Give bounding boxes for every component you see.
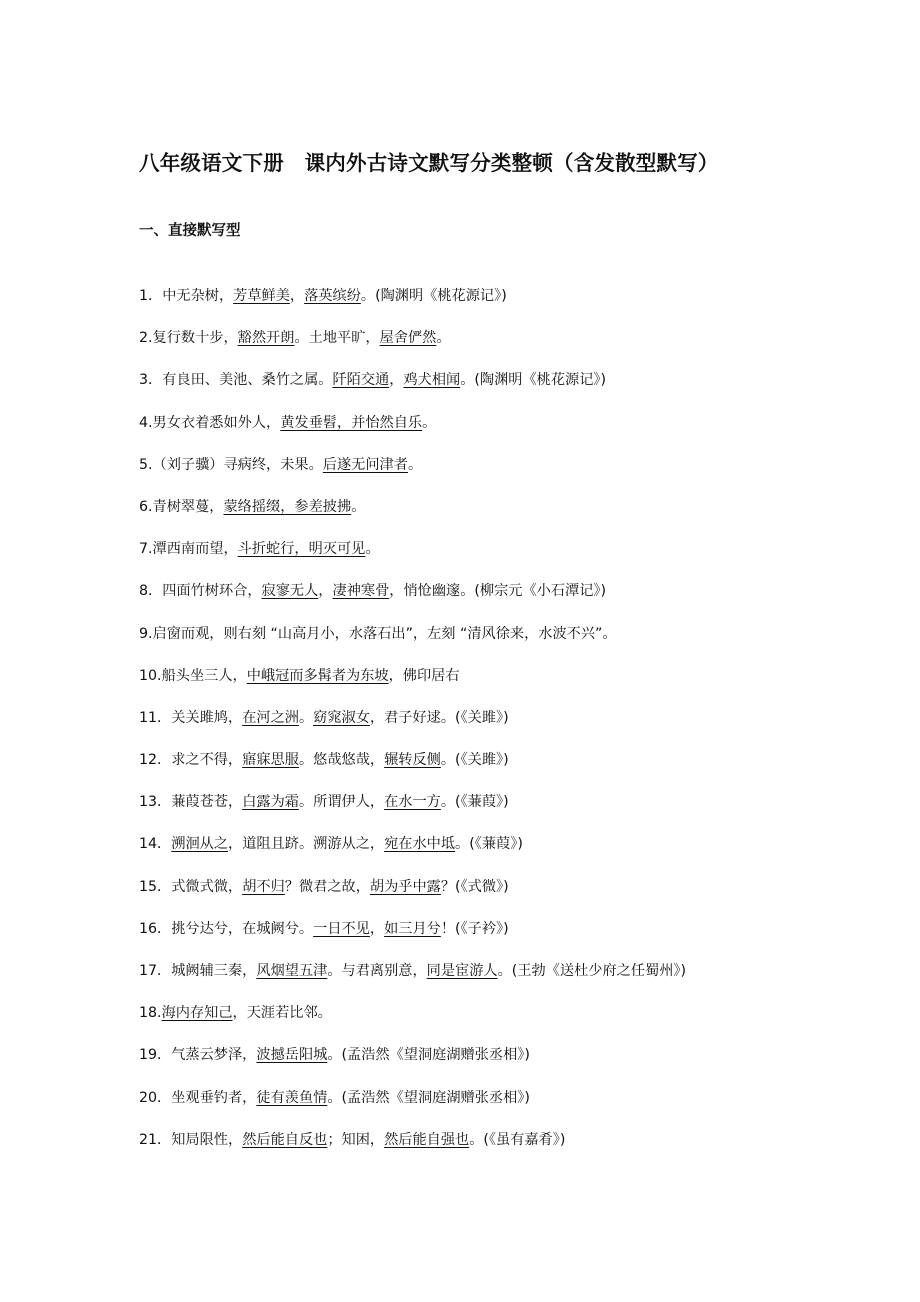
line-text: 。	[298, 709, 314, 726]
answer-blank: 寂寥无人	[261, 583, 319, 600]
line-text: 。(孟浩然《望洞庭湖赠张丞相》)	[327, 1047, 530, 1064]
line-text: 20．坐观垂钓者，	[139, 1089, 257, 1106]
answer-blank: 落英缤纷	[304, 288, 361, 304]
line-text: 1．中无杂树，	[139, 288, 234, 304]
line-text: 。(《蒹葭》)	[455, 836, 523, 853]
recitation-line	[139, 327, 899, 369]
recitation-line	[139, 707, 899, 749]
line-text: 4.男女衣着悉如外人，	[139, 414, 281, 431]
answer-blank: 胡为乎中露	[369, 878, 441, 895]
line-text: 19．气蒸云梦泽，	[139, 1047, 257, 1064]
line-text: ，	[318, 583, 333, 600]
line-text: 。所谓伊人，	[298, 794, 385, 811]
line-text: 。(《虽有嘉肴》)	[469, 1131, 566, 1148]
answer-blank: 斗折蛇行，明灭可见	[237, 541, 366, 558]
line-text: 21．知局限性，	[139, 1131, 243, 1148]
line-text: 17．城阙辅三秦，	[139, 963, 257, 979]
recitation-line	[139, 1129, 899, 1171]
answer-blank: 辗转反侧	[384, 752, 441, 769]
recitation-line	[139, 1087, 899, 1129]
answer-blank: 屋舍俨然	[379, 330, 437, 347]
line-text: 11．关关雎鸠，	[139, 709, 243, 726]
answer-blank: 黄发垂髫，并怡然自乐	[280, 414, 423, 431]
answer-blank: 豁然开朗	[237, 330, 295, 347]
document-title: 八年级语文下册 课内外古诗文默写分类整顿（含发散型默写）	[139, 151, 719, 175]
answer-blank: 中峨冠而多髯者为东坡	[246, 667, 389, 684]
recitation-line	[139, 369, 899, 411]
line-text: 12．求之不得，	[139, 752, 243, 769]
answer-blank: 如三月兮	[384, 920, 441, 937]
line-text: 。	[407, 456, 423, 473]
answer-blank: 胡不归	[242, 878, 285, 895]
recitation-line	[139, 749, 899, 791]
line-text: 8．四面竹树环合，	[139, 583, 262, 600]
recitation-line	[139, 918, 899, 960]
recitation-line	[139, 833, 899, 875]
recitation-line	[139, 454, 899, 496]
recitation-line	[139, 623, 899, 665]
answer-blank: 然后能自强也	[384, 1131, 470, 1148]
line-text: 。(陶渊明《桃花源记》)	[360, 288, 507, 304]
line-text: ；知困，	[327, 1131, 385, 1148]
line-text: ？(《式微》)	[440, 878, 509, 895]
line-text: 9.启窗而观，则右刻 “山高月小，水落石出”，左刻 “清风徐来，水波不兴”。	[139, 625, 617, 642]
line-text: 16．挑兮达兮，在城阙兮。	[139, 920, 314, 937]
line-text: 6.青树翠蔓，	[139, 498, 224, 515]
recitation-line	[139, 960, 899, 1002]
line-text: 3．有良田、美池、桑竹之属。	[139, 372, 333, 389]
answer-blank: 风烟望五津	[256, 963, 328, 979]
answer-blank: 然后能自反也	[242, 1131, 328, 1148]
answer-blank: 凄神寒骨	[332, 583, 390, 600]
answer-blank: 蒙络摇缀，参差披拂	[223, 498, 352, 515]
line-text: ，道阻且跻。溯游从之，	[228, 836, 385, 853]
line-text: 18.	[139, 1005, 162, 1022]
recitation-line	[139, 1044, 899, 1086]
answer-blank: 溯洄从之	[171, 836, 229, 853]
answer-blank: 一日不见	[313, 920, 370, 937]
line-text: ，君子好逑。(《关雎》)	[369, 709, 509, 726]
answer-blank: 鸡犬相闻	[403, 372, 461, 389]
recitation-line	[139, 285, 899, 327]
line-text: 10.船头坐三人，	[139, 667, 247, 684]
answer-blank: 海内存知己	[161, 1005, 233, 1022]
section-heading: 一、直接默写型	[139, 223, 241, 239]
line-text: ，悄怆幽邃。(柳宗元《小石潭记》)	[389, 583, 607, 600]
line-text: 2.复行数十步，	[139, 330, 238, 347]
answer-blank: 寤寐思服	[242, 752, 299, 769]
line-text: 14．	[139, 836, 172, 853]
line-text: 。	[436, 330, 451, 347]
recitation-line	[139, 412, 899, 454]
recitation-line	[139, 496, 899, 538]
line-text: ，天涯若比邻。	[232, 1005, 332, 1022]
recitation-list	[139, 285, 899, 1171]
recitation-line	[139, 580, 899, 622]
recitation-line	[139, 876, 899, 918]
answer-blank: 波撼岳阳城	[256, 1047, 328, 1064]
answer-blank: 在水一方	[384, 794, 441, 811]
line-text: 。	[365, 541, 380, 558]
answer-blank: 窈窕淑女	[313, 709, 370, 726]
line-text: 。(孟浩然《望洞庭湖赠张丞相》)	[327, 1089, 530, 1106]
recitation-line	[139, 1002, 899, 1044]
line-text: 。	[422, 414, 437, 431]
answer-blank: 阡陌交通	[332, 372, 390, 389]
line-text: 。(《蒹葭》)	[440, 794, 509, 811]
line-text: 。悠哉悠哉，	[298, 752, 385, 769]
recitation-line	[139, 538, 899, 580]
line-text: 。与君离别意，	[327, 963, 427, 979]
recitation-line	[139, 665, 899, 707]
answer-blank: 在河之洲	[242, 709, 299, 726]
line-text: ，佛印居右	[388, 667, 460, 684]
line-text: ？微君之故，	[284, 878, 370, 895]
answer-blank: 后遂无问津者	[322, 456, 408, 473]
line-text: ，	[289, 288, 305, 304]
line-text: 。(王勃《送杜少府之任蜀州》)	[497, 963, 687, 979]
answer-blank: 白露为霜	[242, 794, 299, 811]
recitation-line	[139, 791, 899, 833]
line-text: ，	[389, 372, 404, 389]
answer-blank: 同是宦游人	[426, 963, 498, 979]
line-text: 。(陶渊明《桃花源记》)	[460, 372, 607, 389]
line-text: 。土地平旷，	[294, 330, 380, 347]
line-text: 13．蒹葭苍苍，	[139, 794, 243, 811]
line-text: 5.（刘子骥）寻病终，未果。	[139, 456, 323, 473]
answer-blank: 徒有羡鱼情	[256, 1089, 328, 1106]
answer-blank: 芳草鲜美	[233, 288, 290, 304]
line-text: 。	[351, 498, 366, 515]
line-text: 7.潭西南而望，	[139, 541, 238, 558]
line-text: 15．式微式微，	[139, 878, 243, 895]
line-text: 。(《关雎》)	[440, 752, 509, 769]
answer-blank: 宛在水中坻	[384, 836, 456, 853]
line-text: ，	[369, 920, 385, 937]
line-text: ！(《子衿》)	[440, 920, 509, 937]
